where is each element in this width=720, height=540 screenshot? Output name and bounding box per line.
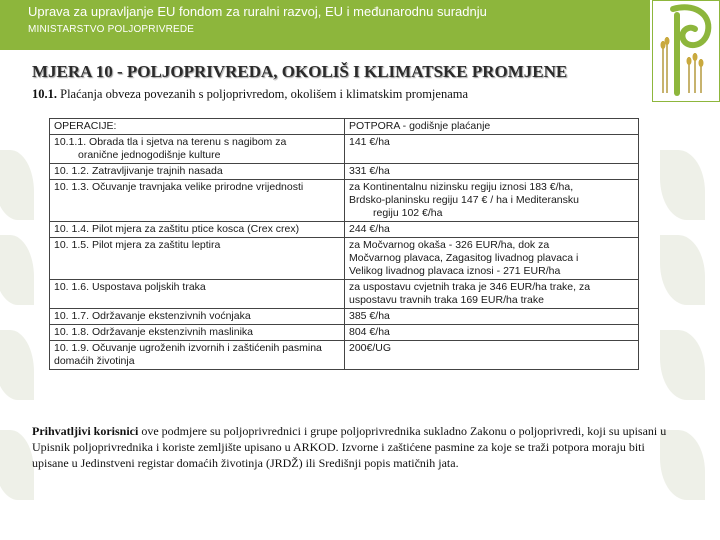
ministry-logo-icon bbox=[653, 1, 719, 101]
operation-cell: 10. 1.6. Uspostava poljskih traka bbox=[50, 280, 345, 309]
background-leaf-icon bbox=[0, 330, 34, 400]
table-row bbox=[50, 280, 639, 309]
background-leaf-icon bbox=[0, 150, 34, 220]
support-line: za uspostavu cvjetnih traka je 346 EUR/ha trake, za bbox=[349, 281, 591, 293]
support-line: Močvarnog plavaca, Zagasitog livadnog plavaca i bbox=[349, 252, 579, 264]
table-row bbox=[50, 309, 639, 325]
support-line: regiju 102 €/ha bbox=[373, 207, 443, 219]
support-cell: 200€/UG bbox=[345, 341, 639, 370]
operations-table bbox=[49, 118, 639, 370]
logo-box bbox=[652, 0, 720, 102]
background-leaf-icon bbox=[0, 430, 34, 500]
table-row bbox=[50, 238, 639, 280]
operation-cell: 10. 1.4. Pilot mjera za zaštitu ptice kosca (Crex crex) bbox=[50, 222, 345, 238]
support-cell: 331 €/ha bbox=[345, 164, 639, 180]
background-leaf-icon bbox=[0, 235, 34, 305]
table-row bbox=[50, 222, 639, 238]
operation-cell: 10. 1.3. Očuvanje travnjaka velike prirodne vrijednosti bbox=[50, 180, 345, 222]
operation-line: oranične jednogodišnje kulture bbox=[78, 149, 221, 161]
support-cell: 385 €/ha bbox=[345, 309, 639, 325]
support-line: uspostavu travnih traka 169 EUR/ha trake bbox=[349, 294, 544, 306]
eligibility-paragraph bbox=[32, 423, 672, 471]
operation-line: 10.1.1. Obrada tla i sjetva na terenu s nagibom za bbox=[54, 136, 287, 148]
support-cell bbox=[345, 238, 639, 280]
support-cell bbox=[345, 280, 639, 309]
support-cell: 141 €/ha bbox=[345, 135, 639, 164]
operation-cell: 10. 1.9. Očuvanje ugroženih izvornih i zaštićenih pasmina domaćih životinja bbox=[50, 341, 345, 370]
subtitle-text: Plaćanja obveza povezanih s poljoprivredom, okolišem i klimatskim promjenama bbox=[57, 87, 469, 101]
table-row bbox=[50, 325, 639, 341]
support-line: Brdsko-planinsku regiju 147 € / ha i Mediteransku bbox=[349, 194, 579, 206]
header-operations: OPERACIJE: bbox=[50, 119, 345, 135]
support-line: za Kontinentalnu nizinsku regiju iznosi 183 €/ha, bbox=[349, 181, 574, 193]
support-cell bbox=[345, 180, 639, 222]
support-cell: 804 €/ha bbox=[345, 325, 639, 341]
subtitle bbox=[32, 87, 468, 102]
table-row bbox=[50, 164, 639, 180]
ministry-name: MINISTARSTVO POLJOPRIVREDE bbox=[28, 24, 195, 35]
background-leaf-icon bbox=[660, 330, 705, 400]
page-title: MJERA 10 - POLJOPRIVREDA, OKOLIŠ I KLIMATSKE PROMJENE bbox=[32, 62, 568, 81]
background-leaf-icon bbox=[660, 150, 705, 220]
table-header-row bbox=[50, 119, 639, 135]
header-bar bbox=[0, 0, 650, 50]
background-leaf-icon bbox=[660, 235, 705, 305]
operation-cell bbox=[50, 135, 345, 164]
operation-cell: 10. 1.8. Održavanje ekstenzivnih maslinika bbox=[50, 325, 345, 341]
support-line: za Močvarnog okaša - 326 EUR/ha, dok za bbox=[349, 239, 550, 251]
eligibility-text: ove podmjere su poljoprivrednici i grupe poljoprivrednika sukladno Zakonu o poljoprivredi, koji su upisani u Upisnik poljoprivrednika i koriste zemljište upisano u ARKOD. Izvorne i zaštićene pasmine za koje se traži potpora moraju biti upisane u Jedinstveni registar domaćih životinja (JRDŽ) ili Središnji popis matičnih jata. bbox=[32, 424, 667, 470]
operation-cell: 10. 1.7. Održavanje ekstenzivnih voćnjaka bbox=[50, 309, 345, 325]
eligibility-lead: Prihvatljivi korisnici bbox=[32, 424, 139, 438]
support-line: Velikog livadnog plavaca iznosi - 271 EUR/ha bbox=[349, 265, 561, 277]
header-support: POTPORA - godišnje plaćanje bbox=[345, 119, 639, 135]
table-row bbox=[50, 180, 639, 222]
operation-cell: 10. 1.2. Zatravljivanje trajnih nasada bbox=[50, 164, 345, 180]
support-cell: 244 €/ha bbox=[345, 222, 639, 238]
operation-cell: 10. 1.5. Pilot mjera za zaštitu leptira bbox=[50, 238, 345, 280]
table-row bbox=[50, 135, 639, 164]
table-row bbox=[50, 341, 639, 370]
org-title: Uprava za upravljanje EU fondom za ruralni razvoj, EU i međunarodnu suradnju bbox=[28, 4, 487, 19]
subtitle-code: 10.1. bbox=[32, 87, 57, 101]
